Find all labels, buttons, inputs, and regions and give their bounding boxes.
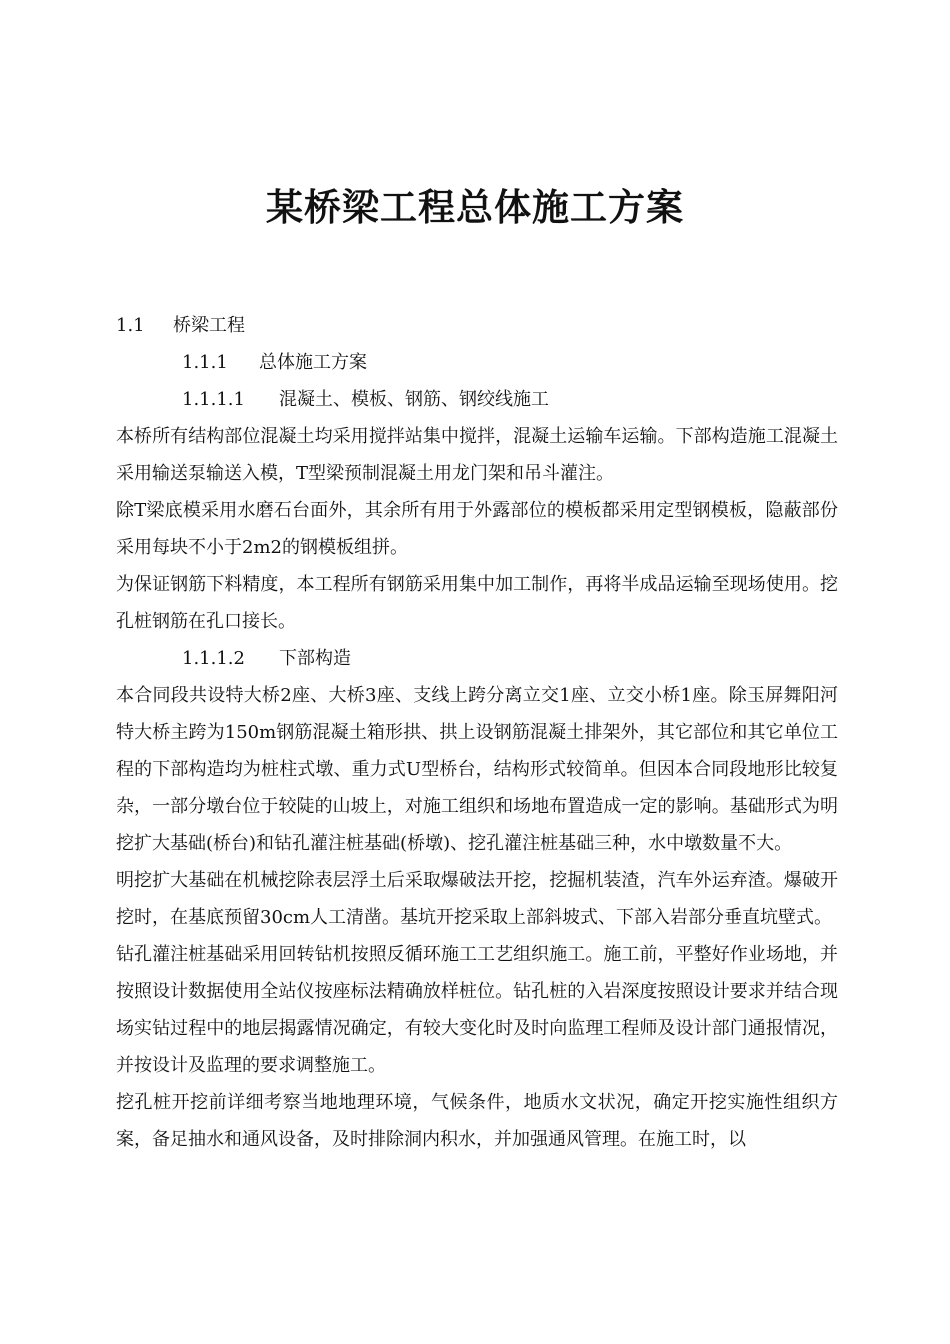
section-heading-1-1-1 bbox=[116, 344, 838, 381]
section-number: 1.1 bbox=[116, 315, 145, 336]
section-number: 1.1.1.2 bbox=[182, 648, 245, 669]
paragraph: 明挖扩大基础在机械挖除表层浮土后采取爆破法开挖，挖掘机装渣，汽车外运弃渣。爆破开挖时，在基底预留30cm人工清凿。基坑开挖采取上部斜坡式、下部入岩部分垂直坑壁式。 bbox=[116, 870, 838, 928]
section-title: 总体施工方案 bbox=[259, 352, 367, 373]
paragraph: 本合同段共设特大桥2座、大桥3座、支线上跨分离立交1座、立交小桥1座。除玉屏舞阳河特大桥主跨为150m钢筋混凝土箱形拱、拱上设钢筋混凝土排架外，其它部位和其它单位工程的下部构造均为桩柱式墩、重力式U型桥台，结构形式较简单。但因本合同段地形比较复杂，一部分墩台位于较陡的山坡上，对施工组织和场地布置造成一定的影响。基础形式为明挖扩大基础(桥台)和钻孔灌注桩基础(桥墩)、挖孔灌注桩基础三种，水中墩数量不大。 bbox=[116, 685, 838, 854]
paragraph: 本桥所有结构部位混凝土均采用搅拌站集中搅拌，混凝土运输车运输。下部构造施工混凝土采用输送泵输送入模，T型梁预制混凝土用龙门架和吊斗灌注。 bbox=[116, 426, 838, 484]
paragraph: 挖孔桩开挖前详细考察当地地理环境，气候条件，地质水文状况，确定开挖实施性组织方案，备足抽水和通风设备，及时排除洞内积水，并加强通风管理。在施工时，以 bbox=[116, 1092, 838, 1150]
paragraph: 除T梁底模采用水磨石台面外，其余所有用于外露部位的模板都采用定型钢模板，隐蔽部份采用每块不小于2m2的钢模板组拼。 bbox=[116, 500, 838, 558]
document-body bbox=[116, 307, 838, 1158]
section-number: 1.1.1.1 bbox=[182, 389, 245, 410]
section-number: 1.1.1 bbox=[182, 352, 228, 373]
section-title: 混凝土、模板、钢筋、钢绞线施工 bbox=[279, 389, 549, 410]
section-heading-1-1-1-1 bbox=[116, 381, 838, 418]
paragraph: 钻孔灌注桩基础采用回转钻机按照反循环施工工艺组织施工。施工前，平整好作业场地，并按照设计数据使用全站仪按座标法精确放样桩位。钻孔桩的入岩深度按照设计要求并结合现场实钻过程中的地层揭露情况确定，有较大变化时及时向监理工程师及设计部门通报情况，并按设计及监理的要求调整施工。 bbox=[116, 944, 838, 1076]
section-title: 桥梁工程 bbox=[173, 315, 245, 336]
section-heading-1-1-1-2 bbox=[116, 640, 838, 677]
document-title: 某桥梁工程总体施工方案 bbox=[266, 186, 684, 229]
section-title: 下部构造 bbox=[279, 648, 351, 669]
paragraph: 为保证钢筋下料精度，本工程所有钢筋采用集中加工制作，再将半成品运输至现场使用。挖孔桩钢筋在孔口接长。 bbox=[116, 574, 838, 632]
section-heading-1-1 bbox=[116, 307, 838, 344]
